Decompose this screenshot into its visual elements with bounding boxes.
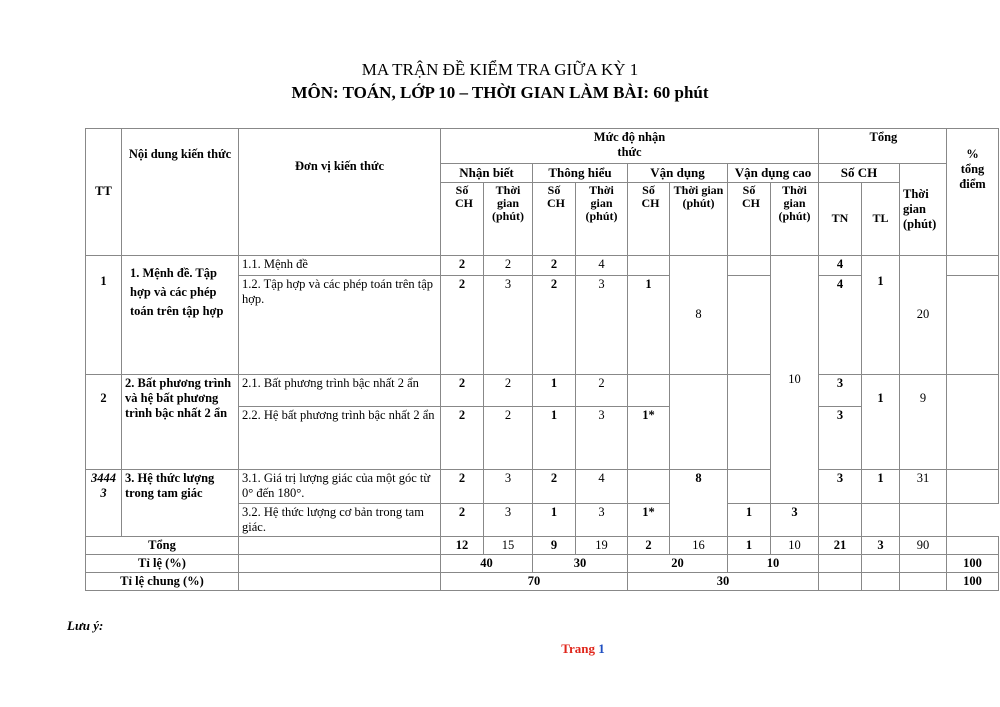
cell bbox=[728, 275, 771, 374]
note-label: Lưu ý: bbox=[67, 618, 104, 633]
cell: 4 bbox=[576, 255, 628, 275]
cell: 3 bbox=[862, 536, 900, 554]
unit-name: 1.2. Tập hợp và các phép toán trên tập hợp. bbox=[239, 275, 441, 374]
vdc-count-header: Số CH bbox=[728, 182, 771, 255]
cell: 2 bbox=[441, 275, 484, 374]
cell: 20 bbox=[628, 554, 728, 572]
level-advanced-application: Vận dụng cao bbox=[728, 164, 819, 183]
cell: 90 bbox=[900, 536, 947, 554]
cell: 3 bbox=[576, 406, 628, 469]
cell bbox=[862, 554, 900, 572]
cell: 1 bbox=[533, 406, 576, 469]
cell: 4 bbox=[819, 255, 862, 275]
cell bbox=[819, 503, 862, 536]
cell: 3 bbox=[576, 275, 628, 374]
cell: 1 bbox=[728, 503, 771, 536]
cell bbox=[239, 572, 441, 590]
tn-header: TN bbox=[819, 182, 862, 255]
table-row bbox=[86, 469, 999, 503]
vdc-time-header: Thời gian (phút) bbox=[771, 182, 819, 255]
topic-number: 2 bbox=[86, 374, 122, 469]
cell bbox=[819, 554, 862, 572]
cell: 1* bbox=[628, 503, 670, 536]
cell bbox=[819, 572, 862, 590]
exam-matrix-table bbox=[85, 128, 999, 591]
cell: 1 bbox=[628, 275, 670, 374]
cell bbox=[728, 469, 771, 503]
cell: 12 bbox=[441, 536, 484, 554]
cell: 2 bbox=[533, 275, 576, 374]
cell bbox=[728, 374, 771, 469]
cell: 8 bbox=[670, 469, 728, 536]
totals-label: Tổng bbox=[86, 536, 239, 554]
total-header: Tổng bbox=[819, 129, 947, 164]
cell: 3 bbox=[484, 469, 533, 503]
cell bbox=[862, 503, 900, 536]
cell: 1 bbox=[862, 255, 900, 374]
cell: 9 bbox=[533, 536, 576, 554]
cell: 70 bbox=[441, 572, 628, 590]
cell: 2 bbox=[484, 255, 533, 275]
cell bbox=[900, 554, 947, 572]
unit-name: 2.1. Bất phương trình bậc nhất 2 ẩn bbox=[239, 374, 441, 406]
cell: 10 bbox=[728, 554, 819, 572]
ratio-general-label: Tỉ lệ chung (%) bbox=[86, 572, 239, 590]
cell: 100 bbox=[947, 572, 999, 590]
ratio-label: Tỉ lệ (%) bbox=[86, 554, 239, 572]
cell: 4 bbox=[576, 469, 628, 503]
cell bbox=[628, 255, 670, 275]
cognitive-level-header: Mức độ nhận thức bbox=[441, 129, 819, 164]
vd-time-header: Thời gian (phút) bbox=[670, 182, 728, 255]
cell: 3 bbox=[484, 503, 533, 536]
topic-number: 3444 3 bbox=[86, 469, 122, 536]
table-row bbox=[86, 255, 999, 275]
cell: 19 bbox=[576, 536, 628, 554]
cell: 1 bbox=[862, 469, 900, 503]
topic-header: Nội dung kiến thức bbox=[122, 129, 239, 256]
cell bbox=[628, 374, 670, 406]
cell: 3 bbox=[819, 374, 862, 406]
cell: 15 bbox=[484, 536, 533, 554]
tt-header: TT bbox=[86, 129, 122, 256]
vd-count-header: Số CH bbox=[628, 182, 670, 255]
cell: 9 bbox=[900, 374, 947, 469]
nb-count-header: Số CH bbox=[441, 182, 484, 255]
cell bbox=[947, 536, 999, 554]
cell bbox=[862, 572, 900, 590]
cell: 2 bbox=[628, 536, 670, 554]
cell: 4 bbox=[819, 275, 862, 374]
unit-name: 3.1. Giá trị lượng giác của một góc từ 0° đến 180°. bbox=[239, 469, 441, 503]
table-row bbox=[86, 374, 999, 406]
cell: 3 bbox=[819, 406, 862, 469]
cell: 1 bbox=[862, 374, 900, 469]
unit-name: 2.2. Hệ bất phương trình bậc nhất 2 ẩn bbox=[239, 406, 441, 469]
cell: 3 bbox=[484, 275, 533, 374]
cell: 2 bbox=[533, 469, 576, 503]
cell: 16 bbox=[670, 536, 728, 554]
cell: 2 bbox=[441, 255, 484, 275]
level-application: Vận dụng bbox=[628, 164, 728, 183]
cell: 30 bbox=[628, 572, 819, 590]
cell bbox=[628, 469, 670, 503]
cell: 1 bbox=[728, 536, 771, 554]
cell: 2 bbox=[484, 406, 533, 469]
cell: 1 bbox=[533, 503, 576, 536]
cell bbox=[728, 255, 771, 275]
cell: 3 bbox=[771, 503, 819, 536]
cell: 2 bbox=[441, 503, 484, 536]
page-number: 1 bbox=[598, 641, 605, 656]
page-label: Trang bbox=[561, 641, 595, 656]
ratio-row bbox=[86, 554, 999, 572]
cell: 2 bbox=[576, 374, 628, 406]
cell: 2 bbox=[533, 255, 576, 275]
topic-name: 2. Bất phương trình và hệ bất phương trình bậc nhất 2 ẩn bbox=[122, 374, 239, 469]
cell bbox=[670, 374, 728, 469]
cell: 21 bbox=[819, 536, 862, 554]
ratio-general-row bbox=[86, 572, 999, 590]
unit-name: 1.1. Mệnh đề bbox=[239, 255, 441, 275]
cell: 3 bbox=[819, 469, 862, 503]
th-count-header: Số CH bbox=[533, 182, 576, 255]
th-time-header: Thời gian (phút) bbox=[576, 182, 628, 255]
cell bbox=[947, 469, 999, 503]
cell bbox=[239, 554, 441, 572]
cell bbox=[947, 275, 999, 374]
cell bbox=[947, 255, 999, 275]
cell bbox=[900, 572, 947, 590]
topic-name: 3. Hệ thức lượng trong tam giác bbox=[122, 469, 239, 536]
cell: 1 bbox=[533, 374, 576, 406]
cell: 2 bbox=[441, 374, 484, 406]
cell: 100 bbox=[947, 554, 999, 572]
cell: 2 bbox=[441, 406, 484, 469]
cell: 8 bbox=[670, 255, 728, 374]
nb-time-header: Thời gian (phút) bbox=[484, 182, 533, 255]
topic-name: 1. Mệnh đề. Tập hợp và các phép toán trên tập hợp bbox=[122, 255, 239, 374]
cell: 2 bbox=[484, 374, 533, 406]
totals-row bbox=[86, 536, 999, 554]
percent-header: % tổng điểm bbox=[947, 129, 999, 256]
cell: 31 bbox=[900, 469, 947, 503]
tl-header: TL bbox=[862, 182, 900, 255]
cell: 20 bbox=[900, 255, 947, 374]
topic-number: 1 bbox=[86, 255, 122, 374]
cell: 10 bbox=[771, 255, 819, 503]
total-time-header: Thời gian (phút) bbox=[900, 164, 947, 256]
cell: 2 bbox=[441, 469, 484, 503]
cell: 30 bbox=[533, 554, 628, 572]
cell: 40 bbox=[441, 554, 533, 572]
header-row-1 bbox=[86, 129, 999, 164]
document-subtitle: MÔN: TOÁN, LỚP 10 – THỜI GIAN LÀM BÀI: 60 phút bbox=[291, 83, 709, 102]
cell: 10 bbox=[771, 536, 819, 554]
cell: 1* bbox=[628, 406, 670, 469]
unit-header: Đơn vị kiến thức bbox=[239, 129, 441, 256]
document-title: MA TRẬN ĐỀ KIỂM TRA GIỮA KỲ 1 bbox=[361, 60, 639, 79]
cell bbox=[947, 374, 999, 469]
cell bbox=[900, 503, 947, 536]
level-understanding: Thông hiểu bbox=[533, 164, 628, 183]
cell: 3 bbox=[576, 503, 628, 536]
question-count-header: Số CH bbox=[819, 164, 900, 183]
page-footer bbox=[0, 641, 1000, 657]
cell bbox=[239, 536, 441, 554]
unit-name: 3.2. Hệ thức lượng cơ bản trong tam giác. bbox=[239, 503, 441, 536]
level-recognition: Nhận biết bbox=[441, 164, 533, 183]
